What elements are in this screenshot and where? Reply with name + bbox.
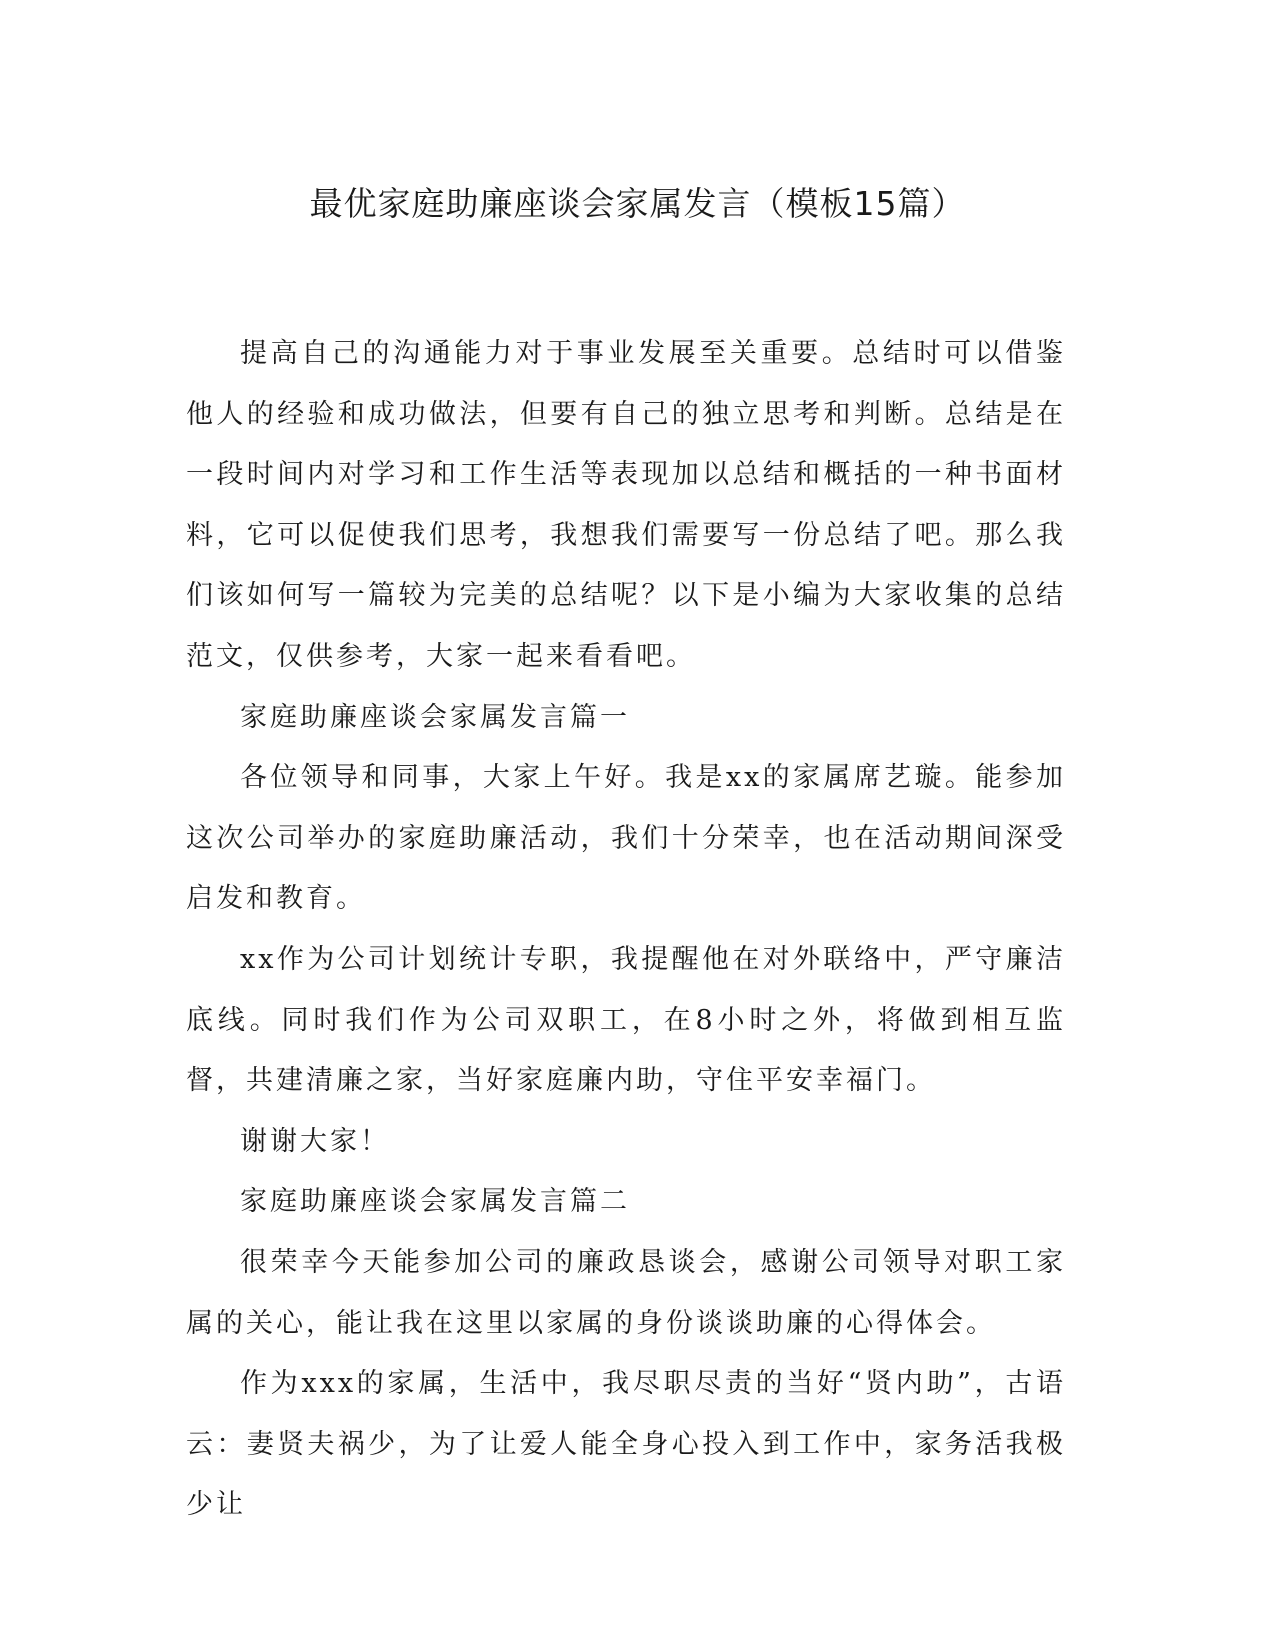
body-paragraph: 作为xxx的家属，生活中，我尽职尽责的当好“贤内助”，古语云：妻贤夫祸少，为了让爱人能全身心投入到工作中，家务活我极少让 <box>186 1368 1066 1521</box>
document-body <box>186 324 1066 1536</box>
closing-line: 谢谢大家！ <box>240 1125 390 1157</box>
body-paragraph: xx作为公司计划统计专职，我提醒他在对外联络中，严守廉洁底线。同时我们作为公司双职工，在8小时之外，将做到相互监督，共建清廉之家，当好家庭廉内助，守住平安幸福门。 <box>186 943 1066 1097</box>
section-heading-2: 家庭助廉座谈会家属发言篇二 <box>240 1186 630 1218</box>
document-title: 最优家庭助廉座谈会家属发言（模板15篇） <box>309 184 966 223</box>
section-heading-1: 家庭助廉座谈会家属发言篇一 <box>240 701 630 733</box>
body-paragraph: 很荣幸今天能参加公司的廉政恳谈会，感谢公司领导对职工家属的关心，能让我在这里以家属的身份谈谈助廉的心得体会。 <box>186 1246 1066 1339</box>
intro-paragraph: 提高自己的沟通能力对于事业发展至关重要。总结时可以借鉴他人的经验和成功做法，但要有自己的独立思考和判断。总结是在一段时间内对学习和工作生活等表现加以总结和概括的一种书面材料，它可以促使我们思考，我想我们需要写一份总结了吧。那么我们该如何写一篇较为完美的总结呢？以下是小编为大家收集的总结范文，仅供参考，大家一起来看看吧。 <box>186 338 1066 672</box>
body-paragraph: 各位领导和同事，大家上午好。我是xx的家属席艺璇。能参加这次公司举办的家庭助廉活动，我们十分荣幸，也在活动期间深受启发和教育。 <box>186 762 1066 915</box>
